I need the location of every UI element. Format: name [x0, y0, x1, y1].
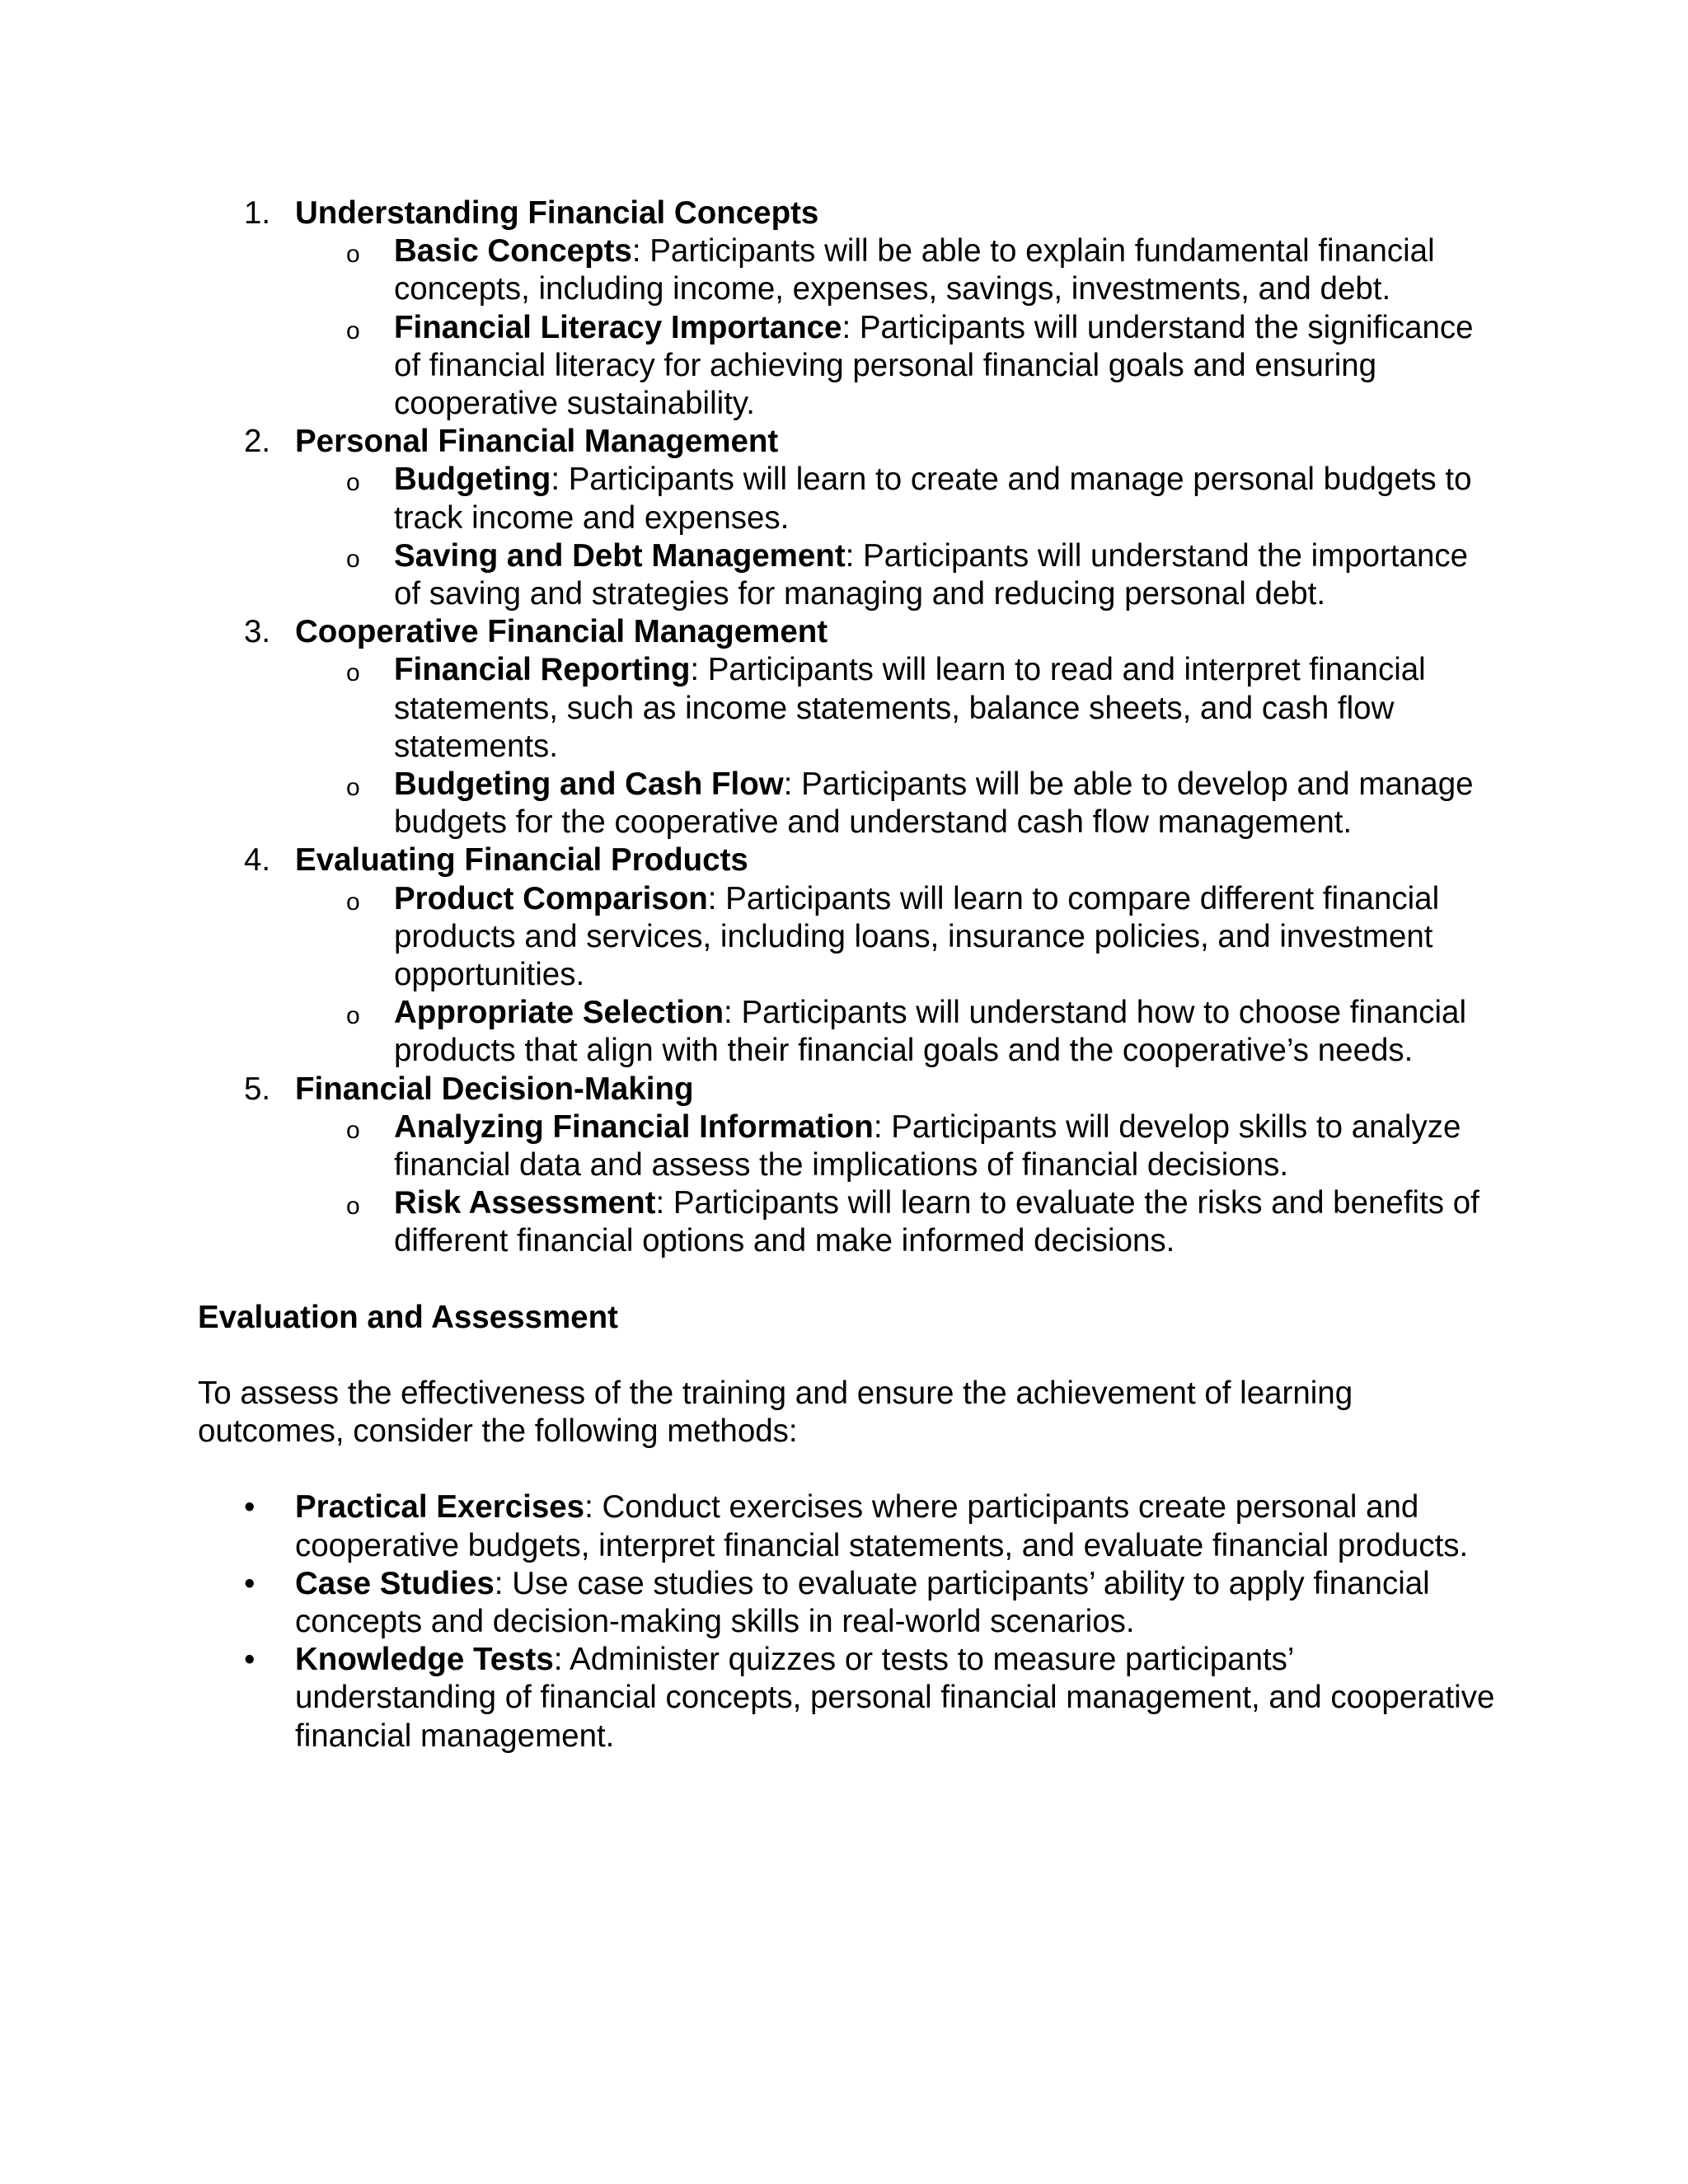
- bullet-dot-icon: •: [244, 1489, 256, 1526]
- sub-item-text: : Participants will learn to create and manage personal budgets to track income and expenses.: [394, 462, 1472, 536]
- circle-bullet-icon: o: [346, 469, 360, 497]
- sub-item: [295, 880, 1500, 995]
- circle-bullet-icon: o: [346, 888, 360, 916]
- sub-item: [295, 994, 1500, 1070]
- outcome-sublist: [295, 651, 1500, 841]
- outcome-sublist: [295, 880, 1500, 1071]
- evaluation-heading: Evaluation and Assessment: [198, 1299, 618, 1335]
- outcome-item: [198, 1071, 1500, 1261]
- sub-item-term: Product Comparison: [394, 880, 708, 916]
- outcome-title: Understanding Financial Concepts: [295, 195, 819, 231]
- sub-item: [295, 232, 1500, 308]
- sub-item: [295, 537, 1500, 613]
- outcome-sublist: [295, 232, 1500, 423]
- sub-item-text: : Participants will develop skills to analyze financial data and assess the implications of financial decisions.: [394, 1108, 1461, 1183]
- method-text: : Conduct exercises where participants create personal and cooperative budgets, interpret financial statements, and evaluate financial products.: [295, 1489, 1469, 1563]
- bullet-dot-icon: •: [244, 1565, 256, 1601]
- circle-bullet-icon: o: [346, 1193, 360, 1221]
- outcome-title: Personal Financial Management: [295, 424, 779, 460]
- sub-item-text: : Participants will understand the importance of saving and strategies for managing and reducing personal debt.: [394, 537, 1469, 612]
- outcome-sublist: [295, 1108, 1500, 1261]
- sub-item: [295, 1108, 1500, 1184]
- sub-item: [295, 766, 1500, 841]
- evaluation-methods-list: [198, 1488, 1500, 1755]
- sub-item-term: Budgeting and Cash Flow: [394, 766, 784, 803]
- sub-item: [295, 651, 1500, 766]
- document-content: [198, 194, 1500, 1755]
- method-text: : Use case studies to evaluate participants’ ability to apply financial concepts and decision-making skills in real-world scenarios.: [295, 1565, 1430, 1639]
- sub-item-text: : Participants will learn to compare different financial products and services, including loans, insurance policies, and investment opportunities.: [394, 880, 1440, 993]
- outcome-number: 3.: [244, 614, 271, 650]
- circle-bullet-icon: o: [346, 241, 360, 269]
- method-term: Practical Exercises: [295, 1489, 585, 1526]
- outcome-number: 1.: [244, 195, 271, 231]
- outcome-title: Evaluating Financial Products: [295, 842, 748, 879]
- sub-item-text: : Participants will learn to evaluate the risks and benefits of different financial options and make informed decisions.: [394, 1185, 1479, 1259]
- sub-item-term: Basic Concepts: [394, 233, 632, 269]
- sub-item-term: Financial Literacy Importance: [394, 309, 842, 345]
- method-item: [198, 1488, 1500, 1564]
- outcome-number: 2.: [244, 424, 271, 460]
- outcome-title: Financial Decision-Making: [295, 1071, 694, 1107]
- outcome-item: [198, 841, 1500, 1070]
- outcome-title: Cooperative Financial Management: [295, 614, 828, 650]
- circle-bullet-icon: o: [346, 774, 360, 802]
- sub-item-text: : Participants will understand the significance of financial literacy for achieving personal financial goals and ensuring cooperative sustainability.: [394, 309, 1474, 422]
- outcome-number: 5.: [244, 1071, 271, 1107]
- sub-item: [295, 461, 1500, 537]
- sub-item: [295, 309, 1500, 424]
- sub-item-text: : Participants will understand how to choose financial products that align with their financial goals and the cooperative’s needs.: [394, 995, 1467, 1069]
- sub-item-term: Financial Reporting: [394, 652, 691, 688]
- sub-item-text: : Participants will be able to explain fundamental financial concepts, including income, expenses, savings, investments, and debt.: [394, 233, 1435, 307]
- method-term: Case Studies: [295, 1565, 495, 1601]
- sub-item-text: : Participants will be able to develop and manage budgets for the cooperative and understand cash flow management.: [394, 766, 1474, 841]
- learning-outcomes-list: [198, 194, 1500, 1261]
- method-term: Knowledge Tests: [295, 1642, 554, 1678]
- outcome-item: [198, 423, 1500, 613]
- method-item: [198, 1565, 1500, 1641]
- circle-bullet-icon: o: [346, 1116, 360, 1144]
- sub-item-term: Budgeting: [394, 462, 551, 498]
- outcome-item: [198, 194, 1500, 423]
- outcome-item: [198, 613, 1500, 841]
- outcome-sublist: [295, 461, 1500, 613]
- circle-bullet-icon: o: [346, 659, 360, 687]
- sub-item-text: : Participants will learn to read and interpret financial statements, such as income statements, balance sheets, and cash flow statements.: [394, 652, 1426, 764]
- sub-item-term: Saving and Debt Management: [394, 537, 846, 574]
- sub-item: [295, 1184, 1500, 1260]
- sub-item-term: Appropriate Selection: [394, 995, 724, 1031]
- method-item: [198, 1641, 1500, 1755]
- sub-item-term: Analyzing Financial Information: [394, 1108, 874, 1145]
- outcome-number: 4.: [244, 842, 271, 879]
- method-text: : Administer quizzes or tests to measure participants’ understanding of financial concepts, personal financial management, and cooperative financial management.: [295, 1642, 1495, 1754]
- circle-bullet-icon: o: [346, 1002, 360, 1030]
- circle-bullet-icon: o: [346, 316, 360, 344]
- circle-bullet-icon: o: [346, 545, 360, 573]
- sub-item-term: Risk Assessment: [394, 1185, 656, 1221]
- bullet-dot-icon: •: [244, 1642, 256, 1678]
- evaluation-intro: To assess the effectiveness of the training and ensure the achievement of learning outcomes, consider the following methods:: [198, 1375, 1353, 1450]
